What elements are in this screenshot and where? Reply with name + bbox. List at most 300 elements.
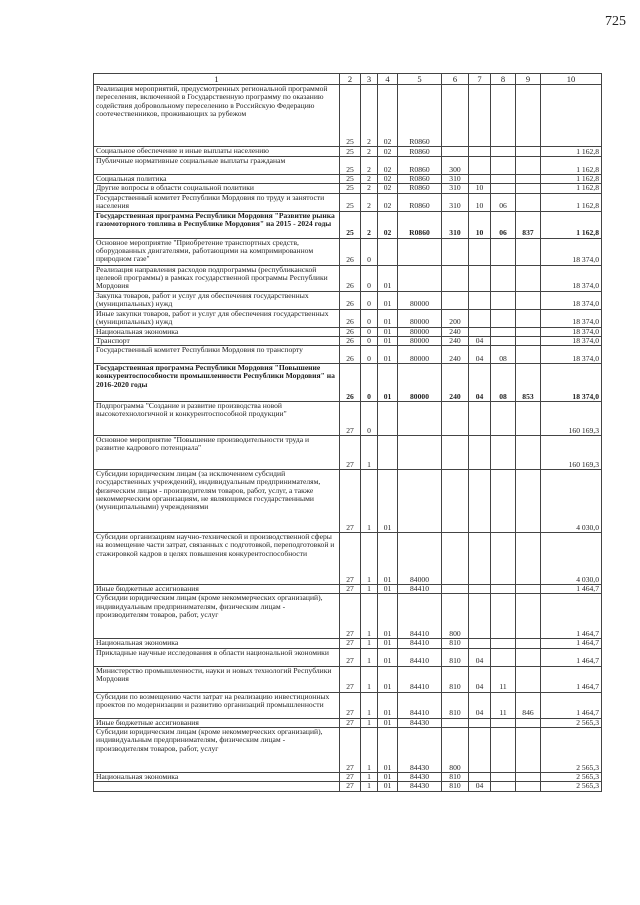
col-6-cell: 800 [442,594,469,639]
col-8-cell: 11 [491,692,516,718]
col-6-cell [442,85,469,147]
col-5-cell: R0860 [398,85,442,147]
col-5-cell [398,436,442,470]
col-9-cell [516,175,541,184]
col-8-cell [491,470,516,533]
row-amount-cell: 2 565,3 [541,773,602,782]
col-6-cell: 310 [442,211,469,238]
col-6-cell: 310 [442,175,469,184]
row-name-cell: Социальная политика [94,175,340,184]
col-9-cell [516,648,541,666]
header-cell: 1 [94,74,340,85]
col-2-cell: 27 [340,728,361,773]
col-7-cell [469,436,491,470]
col-4-cell: 01 [378,346,398,364]
table-row [94,692,602,718]
row-amount-cell: 18 374,0 [541,327,602,336]
row-amount-cell: 1 464,7 [541,692,602,718]
col-3-cell: 1 [361,782,378,791]
col-9-cell [516,291,541,309]
col-2-cell: 25 [340,147,361,157]
col-6-cell [442,147,469,157]
col-3-cell: 0 [361,336,378,345]
col-7-cell [469,238,491,265]
col-4-cell: 01 [378,585,398,594]
table-row [94,184,602,193]
table-row [94,309,602,327]
col-6-cell [442,718,469,727]
col-9-cell [516,147,541,157]
col-5-cell: 80000 [398,291,442,309]
col-5-cell: R0860 [398,211,442,238]
col-9-cell [516,639,541,648]
table-row [94,364,602,402]
col-3-cell: 0 [361,327,378,336]
col-4-cell [378,238,398,265]
col-3-cell: 0 [361,402,378,436]
col-5-cell: 84410 [398,594,442,639]
table-row [94,533,602,585]
col-8-cell [491,147,516,157]
col-6-cell: 810 [442,666,469,692]
header-cell: 8 [491,74,516,85]
col-4-cell: 01 [378,692,398,718]
col-7-cell [469,327,491,336]
col-2-cell: 25 [340,157,361,175]
table-row [94,265,602,291]
row-name-cell: Субсидии организациям научно-технической и производственной сферы на возмещение части затрат, связанных с подготовкой, переподготовкой и стажировкой кадров в целях повышения конкурентоспособности [94,533,340,585]
col-7-cell: 04 [469,782,491,791]
col-9-cell [516,238,541,265]
row-name-cell: Публичные нормативные социальные выплаты гражданам [94,157,340,175]
row-name-cell: Подпрограмма "Создание и развитие производства новой высокотехнологичной и конкурентоспособной продукции" [94,402,340,436]
col-6-cell: 810 [442,648,469,666]
col-6-cell: 800 [442,728,469,773]
row-name-cell: Реализация мероприятий, предусмотренных региональной программой переселения, включенной в Государственную программу по оказанию содействия добровольному переселению в Российскую Федерацию соотечественников, проживающих за рубежом [94,85,340,147]
row-amount-cell: 2 565,3 [541,718,602,727]
col-8-cell [491,327,516,336]
col-2-cell: 27 [340,585,361,594]
row-name-cell: Реализация направления расходов подпрограммы (республиканской целевой программы) в рамках государственной программы Республики Мордовия [94,265,340,291]
table-row [94,157,602,175]
col-8-cell: 06 [491,211,516,238]
table-row [94,193,602,211]
col-5-cell: 84430 [398,773,442,782]
col-6-cell: 200 [442,309,469,327]
col-7-cell: 04 [469,648,491,666]
col-9-cell [516,346,541,364]
col-5-cell: R0860 [398,184,442,193]
col-8-cell [491,718,516,727]
col-9-cell [516,184,541,193]
col-5-cell [398,238,442,265]
row-amount-cell: 18 374,0 [541,364,602,402]
col-3-cell: 0 [361,265,378,291]
col-7-cell [469,585,491,594]
col-2-cell: 25 [340,85,361,147]
col-4-cell [378,436,398,470]
col-5-cell: R0860 [398,147,442,157]
col-3-cell: 1 [361,648,378,666]
row-amount-cell: 160 169,3 [541,402,602,436]
row-name-cell: Транспорт [94,336,340,345]
col-7-cell [469,291,491,309]
row-name-cell: Прикладные научные исследования в области национальной экономики [94,648,340,666]
col-5-cell: 80000 [398,327,442,336]
col-6-cell: 240 [442,327,469,336]
page-number: 725 [605,14,626,29]
col-3-cell: 1 [361,594,378,639]
col-8-cell [491,639,516,648]
row-amount-cell: 1 464,7 [541,594,602,639]
col-4-cell: 02 [378,193,398,211]
row-name-cell: Иные бюджетные ассигнования [94,718,340,727]
col-6-cell [442,291,469,309]
table-row [94,782,602,791]
col-2-cell: 25 [340,211,361,238]
row-amount-cell: 1 162,8 [541,157,602,175]
col-2-cell: 27 [340,666,361,692]
row-name-cell [94,782,340,791]
col-6-cell: 240 [442,336,469,345]
col-6-cell: 300 [442,157,469,175]
col-2-cell: 27 [340,436,361,470]
header-cell: 3 [361,74,378,85]
col-3-cell: 0 [361,364,378,402]
table-row [94,327,602,336]
table-row [94,594,602,639]
col-9-cell [516,470,541,533]
row-name-cell: Государственная программа Республики Мордовия "Повышение конкурентоспособности промышленности Республики Мордовия" на 2016-2020 годы [94,364,340,402]
col-7-cell: 10 [469,193,491,211]
col-3-cell: 0 [361,309,378,327]
col-4-cell: 02 [378,157,398,175]
col-6-cell [442,238,469,265]
col-4-cell: 01 [378,728,398,773]
col-4-cell: 01 [378,533,398,585]
col-8-cell [491,265,516,291]
col-7-cell [469,470,491,533]
col-8-cell [491,533,516,585]
col-6-cell: 810 [442,782,469,791]
col-2-cell: 27 [340,648,361,666]
col-2-cell: 25 [340,175,361,184]
col-4-cell: 01 [378,336,398,345]
col-3-cell: 2 [361,211,378,238]
row-name-cell: Национальная экономика [94,773,340,782]
col-9-cell [516,533,541,585]
col-4-cell: 01 [378,309,398,327]
col-6-cell: 310 [442,193,469,211]
col-5-cell: 80000 [398,364,442,402]
row-amount-cell [541,85,602,147]
col-6-cell [442,533,469,585]
table-row [94,211,602,238]
col-6-cell [442,265,469,291]
header-cell: 6 [442,74,469,85]
row-amount-cell: 18 374,0 [541,265,602,291]
row-amount-cell: 18 374,0 [541,238,602,265]
col-3-cell: 2 [361,184,378,193]
row-name-cell: Министерство промышленности, науки и новых технологий Республики Мордовия [94,666,340,692]
col-9-cell [516,594,541,639]
table-row [94,147,602,157]
col-8-cell [491,291,516,309]
row-name-cell: Основное мероприятие "Повышение производительности труда и развитие кадрового потенциала" [94,436,340,470]
col-4-cell: 02 [378,211,398,238]
row-name-cell: Субсидии по возмещению части затрат на реализацию инвестиционных проектов по модернизации и развитию организаций промышленности [94,692,340,718]
col-9-cell: 837 [516,211,541,238]
table-row [94,402,602,436]
col-5-cell [398,265,442,291]
col-7-cell [469,309,491,327]
col-9-cell [516,85,541,147]
col-8-cell [491,336,516,345]
col-2-cell: 27 [340,718,361,727]
col-4-cell [378,402,398,436]
table-row [94,728,602,773]
col-9-cell [516,157,541,175]
col-5-cell: 80000 [398,346,442,364]
col-3-cell: 1 [361,773,378,782]
row-amount-cell: 18 374,0 [541,291,602,309]
col-5-cell: 84410 [398,692,442,718]
col-2-cell: 26 [340,364,361,402]
row-amount-cell: 2 565,3 [541,782,602,791]
col-6-cell [442,470,469,533]
col-3-cell: 1 [361,666,378,692]
col-8-cell [491,728,516,773]
col-4-cell: 01 [378,594,398,639]
table-row [94,666,602,692]
col-9-cell [516,265,541,291]
col-9-cell [516,718,541,727]
row-amount-cell: 4 030,0 [541,533,602,585]
row-name-cell: Другие вопросы в области социальной политики [94,184,340,193]
col-7-cell: 04 [469,346,491,364]
col-9-cell [516,402,541,436]
header-cell: 2 [340,74,361,85]
col-9-cell [516,585,541,594]
col-3-cell: 1 [361,639,378,648]
row-name-cell: Субсидии юридическим лицам (кроме некоммерческих организаций), индивидуальным предпринимателям, физическим лицам - производителям товаров, работ, услуг [94,728,340,773]
header-cell: 5 [398,74,442,85]
col-8-cell [491,184,516,193]
col-7-cell [469,85,491,147]
col-2-cell: 26 [340,327,361,336]
col-7-cell [469,265,491,291]
col-9-cell [516,327,541,336]
col-5-cell: R0860 [398,157,442,175]
col-5-cell: 84410 [398,666,442,692]
col-5-cell [398,402,442,436]
col-4-cell: 01 [378,773,398,782]
budget-table [93,73,602,792]
col-9-cell [516,193,541,211]
col-5-cell: R0860 [398,175,442,184]
row-name-cell: Национальная экономика [94,327,340,336]
col-3-cell: 1 [361,436,378,470]
col-3-cell: 2 [361,85,378,147]
row-amount-cell: 1 464,7 [541,648,602,666]
col-7-cell: 10 [469,211,491,238]
col-3-cell: 2 [361,175,378,184]
row-amount-cell: 4 030,0 [541,470,602,533]
header-row [94,74,602,85]
col-2-cell: 26 [340,291,361,309]
col-8-cell: 06 [491,193,516,211]
row-amount-cell: 1 162,8 [541,193,602,211]
col-2-cell: 27 [340,402,361,436]
col-2-cell: 27 [340,470,361,533]
row-amount-cell: 1 464,7 [541,585,602,594]
col-2-cell: 27 [340,692,361,718]
col-5-cell [398,470,442,533]
table-row [94,85,602,147]
col-4-cell: 01 [378,291,398,309]
col-8-cell [491,175,516,184]
col-7-cell [469,157,491,175]
col-3-cell: 0 [361,291,378,309]
col-5-cell: 84410 [398,585,442,594]
row-name-cell: Закупка товаров, работ и услуг для обеспечения государственных (муниципальных) нужд [94,291,340,309]
col-3-cell: 2 [361,147,378,157]
col-2-cell: 27 [340,639,361,648]
col-8-cell [491,773,516,782]
col-5-cell: 84430 [398,728,442,773]
col-6-cell: 240 [442,364,469,402]
col-4-cell: 01 [378,639,398,648]
col-9-cell [516,436,541,470]
col-9-cell: 846 [516,692,541,718]
col-5-cell: 84410 [398,648,442,666]
col-4-cell: 02 [378,184,398,193]
col-8-cell: 08 [491,364,516,402]
col-5-cell: 84430 [398,782,442,791]
header-cell: 10 [541,74,602,85]
col-7-cell [469,402,491,436]
col-2-cell: 26 [340,346,361,364]
row-amount-cell: 1 464,7 [541,639,602,648]
row-name-cell: Национальная экономика [94,639,340,648]
table-row [94,436,602,470]
row-name-cell: Государственная программа Республики Мордовия "Развитие рынка газомоторного топлива в Республике Мордовия" на 2015 - 2024 годы [94,211,340,238]
col-8-cell [491,309,516,327]
col-2-cell: 27 [340,594,361,639]
col-7-cell [469,718,491,727]
col-2-cell: 25 [340,184,361,193]
col-6-cell: 810 [442,773,469,782]
row-amount-cell: 1 464,7 [541,666,602,692]
col-6-cell [442,436,469,470]
header-cell: 7 [469,74,491,85]
col-4-cell: 02 [378,85,398,147]
col-8-cell [491,782,516,791]
col-6-cell [442,585,469,594]
col-3-cell: 1 [361,728,378,773]
col-3-cell: 1 [361,692,378,718]
col-6-cell: 310 [442,184,469,193]
col-7-cell [469,728,491,773]
col-5-cell: R0860 [398,193,442,211]
col-4-cell: 01 [378,327,398,336]
col-3-cell: 2 [361,157,378,175]
table-body [94,85,602,792]
row-amount-cell: 18 374,0 [541,346,602,364]
header-cell: 9 [516,74,541,85]
col-3-cell: 1 [361,718,378,727]
col-5-cell: 80000 [398,336,442,345]
row-name-cell: Социальное обеспечение и иные выплаты населению [94,147,340,157]
row-amount-cell: 18 374,0 [541,336,602,345]
col-2-cell: 26 [340,336,361,345]
col-5-cell: 80000 [398,309,442,327]
col-3-cell: 0 [361,346,378,364]
col-9-cell [516,309,541,327]
col-2-cell: 26 [340,238,361,265]
col-5-cell: 84000 [398,533,442,585]
col-8-cell [491,648,516,666]
col-9-cell [516,773,541,782]
col-8-cell [491,85,516,147]
col-4-cell: 02 [378,175,398,184]
row-name-cell: Иные закупки товаров, работ и услуг для обеспечения государственных (муниципальных) нужд [94,309,340,327]
col-7-cell: 04 [469,692,491,718]
col-3-cell: 0 [361,238,378,265]
table-row [94,648,602,666]
col-9-cell [516,728,541,773]
col-7-cell: 04 [469,666,491,692]
col-4-cell: 02 [378,147,398,157]
row-name-cell: Государственный комитет Республики Мордовия по транспорту [94,346,340,364]
row-amount-cell: 2 565,3 [541,728,602,773]
col-8-cell: 08 [491,346,516,364]
row-name-cell: Основное мероприятие "Приобретение транспортных средств, оборудованных двигателями, работающими на компримированном природном газе" [94,238,340,265]
col-3-cell: 1 [361,470,378,533]
col-6-cell [442,402,469,436]
col-7-cell: 04 [469,364,491,402]
row-name-cell: Субсидии юридическим лицам (за исключением субсидий государственных учреждений), индивидуальным предпринимателям, физическим лицам - производителям товаров, работ, услуг, а также некоммерческим организациям, не являющимся государственными (муниципальными) учреждениями [94,470,340,533]
col-9-cell [516,666,541,692]
col-3-cell: 1 [361,585,378,594]
table-row [94,639,602,648]
table-row [94,346,602,364]
col-2-cell: 25 [340,193,361,211]
row-name-cell: Субсидии юридическим лицам (кроме некоммерческих организаций), индивидуальным предпринимателям, физическим лицам - производителям товаров, работ, услуг [94,594,340,639]
col-4-cell: 01 [378,364,398,402]
col-4-cell: 01 [378,265,398,291]
col-4-cell: 01 [378,782,398,791]
col-9-cell [516,782,541,791]
col-8-cell [491,436,516,470]
table-row [94,291,602,309]
col-7-cell [469,147,491,157]
col-9-cell [516,336,541,345]
col-6-cell: 240 [442,346,469,364]
col-2-cell: 27 [340,533,361,585]
col-5-cell: 84410 [398,639,442,648]
table-row [94,470,602,533]
col-4-cell: 01 [378,718,398,727]
col-3-cell: 2 [361,193,378,211]
col-8-cell [491,157,516,175]
col-4-cell: 01 [378,470,398,533]
row-name-cell: Государственный комитет Республики Мордовия по труду и занятости населения [94,193,340,211]
row-name-cell: Иные бюджетные ассигнования [94,585,340,594]
row-amount-cell: 1 162,8 [541,184,602,193]
col-3-cell: 1 [361,533,378,585]
col-4-cell: 01 [378,648,398,666]
